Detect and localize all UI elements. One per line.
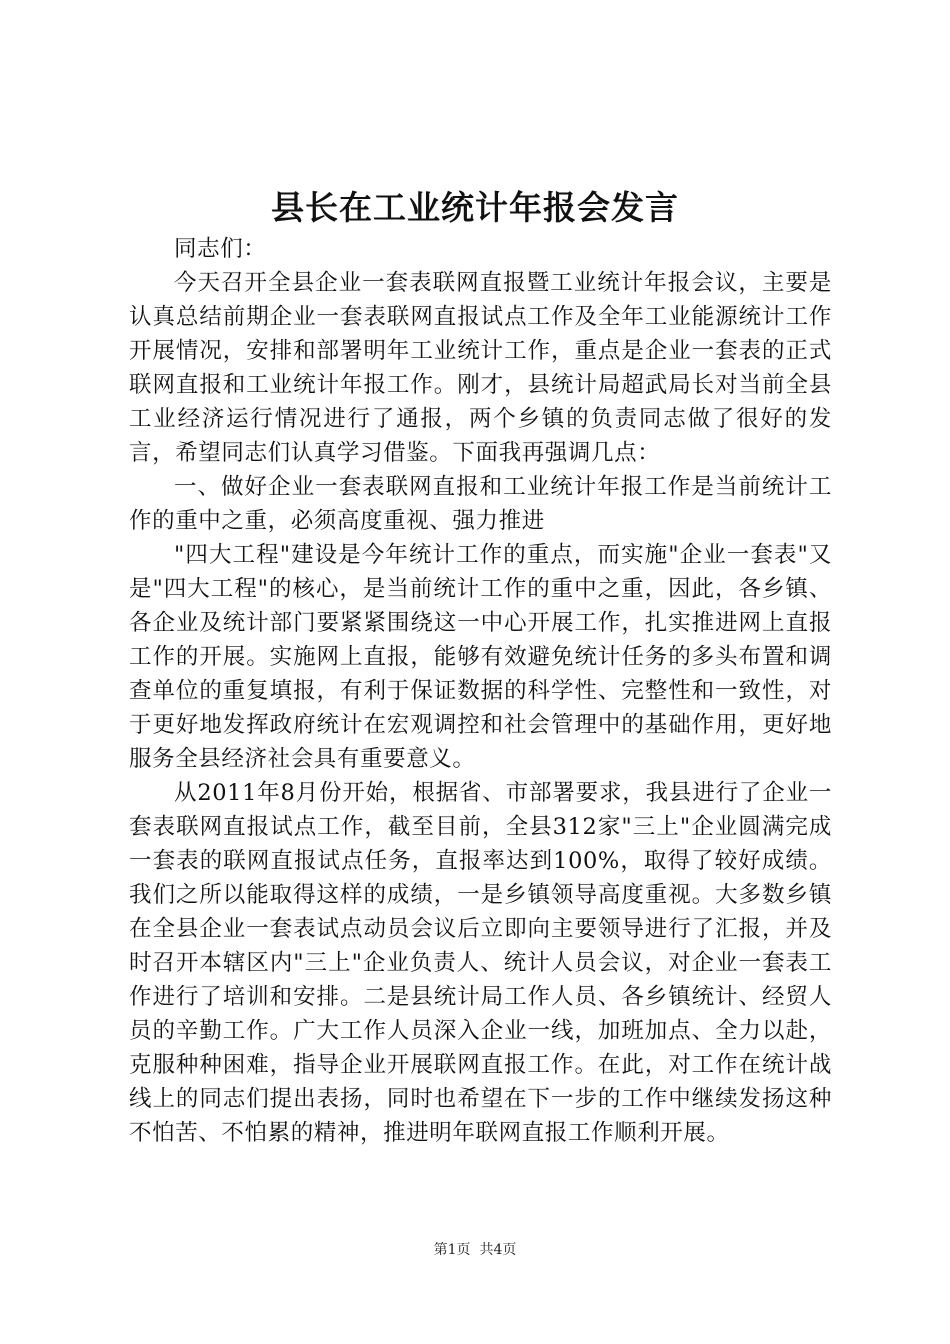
page-number: 第1页 <box>433 1242 471 1258</box>
paragraph-four-projects: "四大工程"建设是今年统计工作的重点，而实施"企业一套表"又是"四大工程"的核心，是当前统计工作的重中之重，因此，各乡镇、各企业及统计部门要紧紧围绕这一中心开展工作，扎实推进网上直报工作的开展。实施网上直报，能够有效避免统计任务的多头布置和调查单位的重复填报，有利于保证数据的科学性、完整性和一致性，对于更好地发挥政府统计在宏观调控和社会管理中的基础作用，更好地服务全县经济社会具有重要意义。 <box>129 542 832 772</box>
page-total: 共4页 <box>479 1242 517 1258</box>
paragraph-intro: 今天召开全县企业一套表联网直报暨工业统计年报会议，主要是认真总结前期企业一套表联网直报试点工作及全年工业能源统计工作开展情况，安排和部署明年工业统计工作，重点是企业一套表的正式联网直报和工业统计年报工作。刚才，县统计局超武局长对当前全县工业经济运行情况进行了通报，两个乡镇的负责同志做了很好的发言，希望同志们认真学习借鉴。下面我再强调几点： <box>129 270 832 466</box>
paragraph-salutation: 同志们： <box>174 236 267 262</box>
paragraph-pilot-results: 从2011年8月份开始，根据省、市部署要求，我县进行了企业一套表联网直报试点工作，截至目前，全县312家"三上"企业圆满完成一套表的联网直报试点任务，直报率达到100%，取得了较好成绩。我们之所以能取得这样的成绩，一是乡镇领导高度重视。大多数乡镇在全县企业一套表试点动员会议后立即向主要领导进行了汇报，并及时召开本辖区内"三上"企业负责人、统计人员会议，对企业一套表工作进行了培训和安排。二是县统计局工作人员、各乡镇统计、经贸人员的辛勤工作。广大工作人员深入企业一线，加班加点、全力以赴，克服种种困难，指导企业开展联网直报工作。在此，对工作在统计战线上的同志们提出表扬，同时也希望在下一步的工作中继续发扬这种不怕苦、不怕累的精神，推进明年联网直报工作顺利开展。 <box>129 780 832 1146</box>
page-footer <box>0 1240 950 1260</box>
paragraph-section-heading: 一、做好企业一套表联网直报和工业统计年报工作是当前统计工作的重中之重，必须高度重视、强力推进 <box>129 474 832 534</box>
document-title: 县长在工业统计年报会发言 <box>271 188 679 227</box>
document-body <box>129 232 832 1150</box>
